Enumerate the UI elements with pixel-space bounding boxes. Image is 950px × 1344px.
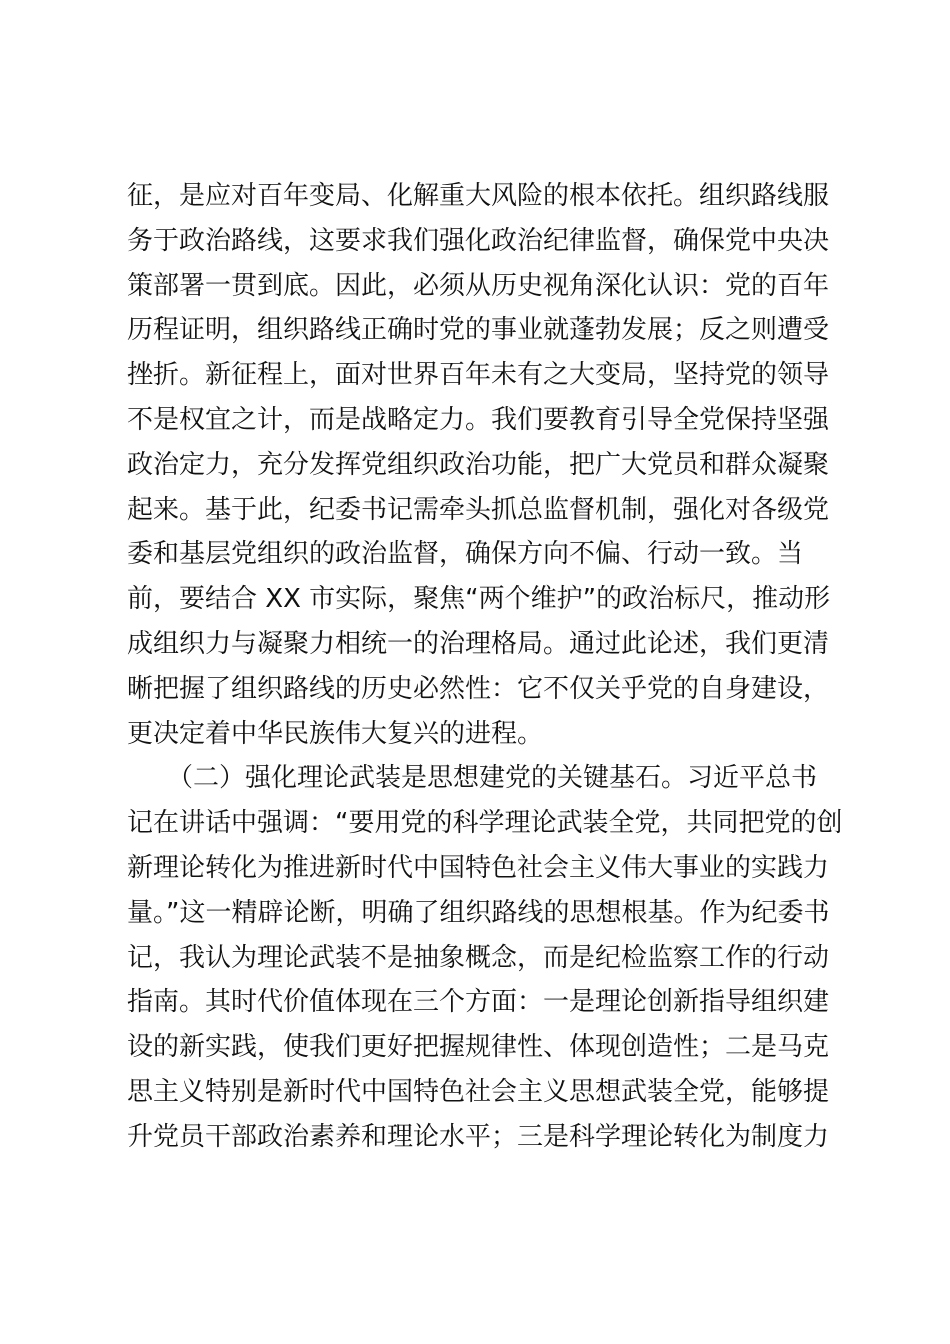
text-line: 前，要结合 XX 市实际，聚焦“两个维护”的政治标尺，推动形 bbox=[127, 584, 831, 615]
text-line: 记在讲话中强调：“要用党的科学理论武装全党，共同把党的创 bbox=[127, 808, 843, 839]
text-line: 设的新实践，使我们更好把握规律性、体现创造性；二是马克 bbox=[127, 1032, 830, 1063]
text-line: 策部署一贯到底。因此，必须从历史视角深化认识：党的百年 bbox=[127, 270, 830, 301]
text-line: 更决定着中华民族伟大复兴的进程。 bbox=[127, 718, 544, 749]
text-line: 记，我认为理论武装不是抽象概念，而是纪检监察工作的行动 bbox=[127, 942, 830, 973]
text-line: 晰把握了组织路线的历史必然性：它不仅关乎党的自身建设， bbox=[127, 673, 830, 704]
text-line: 新理论转化为推进新时代中国特色社会主义伟大事业的实践力 bbox=[127, 852, 830, 883]
text-line: 起来。基于此，纪委书记需牵头抓总监督机制，强化对各级党 bbox=[127, 494, 830, 525]
text-line: 委和基层党组织的政治监督，确保方向不偏、行动一致。当 bbox=[127, 539, 804, 570]
text-line: 成组织力与凝聚力相统一的治理格局。通过此论述，我们更清 bbox=[127, 628, 830, 659]
body-text bbox=[127, 174, 843, 1160]
text-line: 不是权宜之计，而是战略定力。我们要教育引导全党保持坚强 bbox=[127, 404, 830, 435]
text-line: 务于政治路线，这要求我们强化政治纪律监督，确保党中央决 bbox=[127, 225, 830, 256]
text-line: 指南。其时代价值体现在三个方面：一是理论创新指导组织建 bbox=[127, 987, 830, 1018]
text-line: 历程证明，组织路线正确时党的事业就蓬勃发展；反之则遭受 bbox=[127, 315, 830, 346]
text-line: 思主义特别是新时代中国特色社会主义思想武装全党，能够提 bbox=[127, 1076, 830, 1107]
text-line: 政治定力，充分发挥党组织政治功能，把广大党员和群众凝聚 bbox=[127, 449, 830, 480]
text-line: 量。”这一精辟论断，明确了组织路线的思想根基。作为纪委书 bbox=[127, 897, 830, 928]
text-line: 征，是应对百年变局、化解重大风险的根本依托。组织路线服 bbox=[127, 181, 830, 211]
text-line: 挫折。新征程上，面对世界百年未有之大变局，坚持党的领导 bbox=[127, 360, 830, 391]
text-line: 升党员干部政治素养和理论水平；三是科学理论转化为制度力 bbox=[127, 1121, 830, 1152]
text-line: （二）强化理论武装是思想建党的关键基石。习近平总书 bbox=[167, 763, 818, 794]
